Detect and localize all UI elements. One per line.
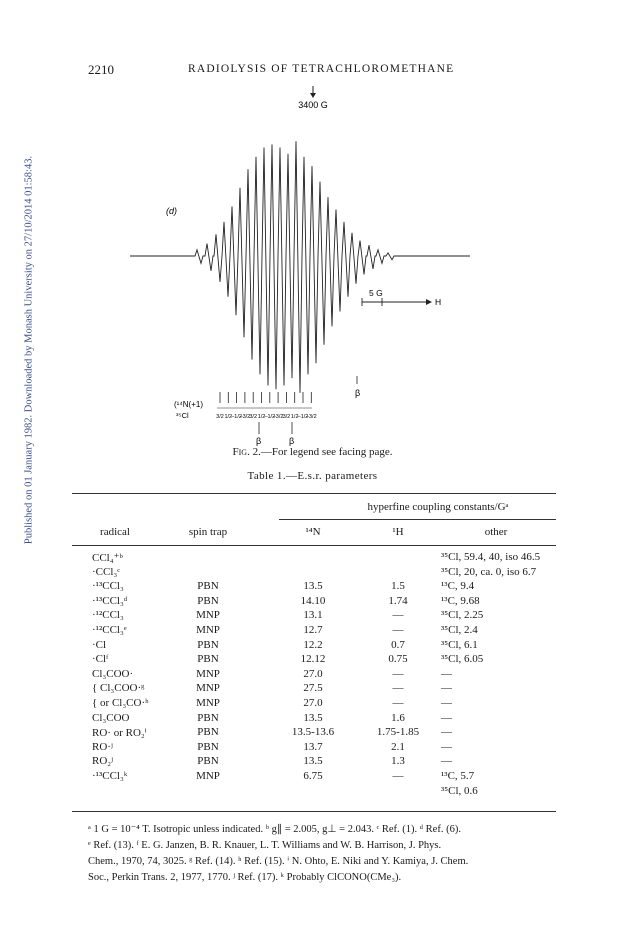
table-cell-h: 0.75 (388, 653, 408, 666)
download-notice-text: Published on 01 January 1982. Downloaded by Monash University on 27/10/2014 01:58:43. (23, 155, 35, 545)
table-cell-trap: PBN (197, 740, 219, 753)
table-cell-h: — (392, 697, 404, 709)
table-cell-h: 2.1 (391, 740, 405, 753)
table-bottom-rule (72, 811, 556, 812)
table-cell-other: — (441, 755, 452, 768)
table-cell-h: 1.3 (391, 755, 405, 768)
table-cell-trap: PBN (197, 653, 219, 666)
table-cell-radical: RO·ʲ (92, 740, 113, 753)
table-cell-radical: ·¹³CCl₃ᵈ (92, 594, 128, 607)
table-cell-n: 13.7 (303, 740, 323, 753)
table-cell-h: — (392, 682, 404, 695)
stick-caption-cl: ³⁵Cl (176, 411, 189, 420)
table-cell-other: — (441, 697, 452, 709)
table-cell-other: ¹³C, 9.4 (441, 580, 475, 593)
table-cell-h: 1.74 (388, 594, 408, 607)
table-cell-h: 1.5 (391, 580, 405, 593)
stick-label: 1/2 (257, 414, 266, 420)
table-cell-h: — (392, 624, 404, 636)
table-cell-h: — (392, 770, 404, 782)
stick-label: –3/2 (239, 414, 251, 420)
table-group-rule (279, 519, 556, 520)
table-cell-n: 27.0 (303, 697, 323, 709)
table-top-rule (72, 493, 556, 494)
table-cell-trap: PBN (197, 594, 219, 607)
table-cell-radical: ·CCl₃ᶜ (92, 565, 121, 578)
table-cell-other: ¹³C, 9.68 (441, 594, 480, 607)
table-cell-h: 1.75-1.85 (376, 726, 420, 739)
table-cell-radical: ·¹²CCl₃ᵉ (92, 624, 127, 636)
table-cell-h: — (392, 609, 404, 622)
footnote-line: ᵉ Ref. (13). ᶠ E. G. Janzen, B. R. Knauer, L. T. Williams and W. B. Harrison, J. Phys. (88, 840, 442, 851)
stick-label: 3/2 (216, 414, 224, 420)
stick-label: 1/2 (224, 414, 233, 420)
table-cell-other: ³⁵Cl, 6.1 (441, 638, 478, 651)
figure-caption (0, 446, 625, 458)
column-header-other: other (484, 526, 508, 538)
table-cell-other: ³⁵Cl, 0.6 (441, 784, 478, 797)
table-cell-other: — (441, 726, 452, 739)
column-header-h1: ¹H (392, 526, 404, 538)
figure-caption-text: —For legend see facing page. (260, 446, 393, 458)
table-cell-radical: { or Cl₃CO·ʰ (92, 697, 149, 709)
stick-label: 3/2 (249, 414, 258, 420)
beta-label-center: β (289, 436, 295, 446)
table-cell-h: 1.6 (391, 711, 405, 724)
stick-label: –1/2 (264, 414, 276, 420)
stick-diagram (216, 392, 316, 420)
table-cell-other: ³⁵Cl, 6.05 (441, 653, 484, 666)
column-header-spin-trap: spin trap (188, 526, 228, 538)
field-marker-arrowhead (310, 93, 316, 98)
table-cell-trap: MNP (196, 667, 220, 680)
table-cell-n: 27.0 (303, 667, 323, 680)
figure-caption-prefix: Fig. 2. (232, 446, 261, 458)
panel-label: (d) (166, 206, 177, 216)
table-cell-n: 6.75 (303, 770, 323, 782)
table-cell-radical: Cl₃COO (92, 711, 130, 724)
stick-label: –3/2 (305, 414, 317, 420)
stick-label: –3/2 (272, 414, 284, 420)
table-cell-trap: MNP (196, 609, 220, 622)
spectrum-trace (130, 141, 470, 393)
table-cell-n: 13.5-13.6 (291, 726, 335, 739)
table-cell-radical: ·Cl (92, 638, 107, 651)
table-cell-n: 13.5 (303, 755, 323, 768)
stick-label: 3/2 (282, 414, 291, 420)
beta-label-left: β (256, 436, 262, 446)
footnote-line: ᵃ 1 G = 10⁻⁴ T. Isotropic unless indicated. ᵇ g∥ = 2.005, g⊥ = 2.043. ᶜ Ref. (1). ᵈ Ref. (6). (88, 824, 461, 835)
column-header-n14: ¹⁴N (305, 526, 321, 538)
table-cell-h: 0.7 (391, 638, 405, 651)
table-cell-other: — (441, 711, 452, 724)
table-cell-trap: MNP (196, 624, 220, 636)
table-cell-trap: PBN (197, 755, 219, 768)
table-cell-n: 12.2 (303, 638, 323, 651)
table-cell-h: — (392, 667, 404, 680)
table-cell-other: ³⁵Cl, 59.4, 40, iso 46.5 (441, 551, 541, 563)
scale-bar-label: 5 G (369, 288, 383, 298)
table-cell-other: ¹³C, 5.7 (441, 770, 475, 782)
table-group-header: hyperfine coupling constants/Gᵃ (367, 501, 509, 513)
table-cell-radical: Cl₃COO· (92, 667, 134, 680)
table-cell-radical: RO₂ʲ (92, 755, 113, 768)
table-cell-radical: { Cl₃COO·ᵍ (92, 682, 145, 695)
table-cell-trap: MNP (196, 682, 220, 695)
table-cell-radical: CCl₄⁺ᵇ (92, 552, 123, 564)
table-cell-other: — (441, 740, 452, 753)
table-cell-radical: ·Clᶠ (92, 653, 109, 666)
stick-label: –1/2 (297, 414, 309, 420)
table-header-rule (72, 545, 556, 546)
table-cell-radical: ·¹²CCl₃ (92, 609, 124, 622)
table-cell-n: 13.5 (303, 711, 323, 724)
scale-axis-label: H (435, 297, 442, 307)
table-cell-radical: ·¹³CCl₃ (92, 580, 124, 593)
table-cell-trap: PBN (197, 638, 219, 651)
table-cell-trap: PBN (197, 711, 219, 724)
table-cell-trap: PBN (197, 726, 219, 739)
column-header-radical: radical (100, 526, 130, 538)
table-cell-radical: ·¹³CCl₃ᵏ (92, 770, 128, 782)
table-footnotes (88, 822, 554, 886)
stick-label: 1/2 (290, 414, 299, 420)
footnote-line: Chem., 1970, 74, 3025. ᵍ Ref. (14). ʰ Ref. (15). ⁱ N. Ohto, E. Niki and Y. Kamiya, J. Chem. (88, 856, 469, 867)
table-cell-trap: MNP (196, 770, 220, 782)
page-number: 2210 (88, 62, 114, 77)
table-cell-n: 12.12 (300, 653, 326, 666)
table-cell-n: 27.5 (303, 682, 323, 695)
table-cell-other: ³⁵Cl, 2.4 (441, 624, 478, 636)
stick-label: –1/2 (231, 414, 242, 420)
table-cell-other: — (441, 667, 452, 680)
table-cell-radical: RO· or RO₂ⁱ (92, 727, 147, 740)
table-cell-n: 12.7 (303, 624, 323, 636)
beta-label-right: β (355, 388, 361, 398)
table-cell-trap: PBN (197, 580, 219, 593)
table-cell-n: 14.10 (300, 594, 326, 607)
table-cell-n: 13.1 (303, 609, 323, 622)
table-cell-other: ³⁵Cl, 2.25 (441, 609, 484, 622)
scale-bar-arrowhead (426, 299, 432, 305)
esr-spectrum-figure (0, 0, 625, 460)
table-cell-other: — (441, 682, 452, 695)
table-cell-n: 13.5 (303, 580, 323, 593)
table-title: Table 1.—E.s.r. parameters (247, 470, 378, 482)
table-cell-other: ³⁵Cl, 20, ca. 0, iso 6.7 (441, 565, 537, 578)
running-title: RADIOLYSIS OF TETRACHLOROMETHANE (188, 63, 455, 75)
table-cell-trap: MNP (196, 697, 220, 709)
footnote-line: Soc., Perkin Trans. 2, 1977, 1770. ʲ Ref. (17). ᵏ Probably ClCONO(CMe₃). (88, 872, 402, 883)
stick-caption-n: (¹⁴N(+1) (174, 400, 203, 409)
field-label: 3400 G (298, 100, 328, 110)
